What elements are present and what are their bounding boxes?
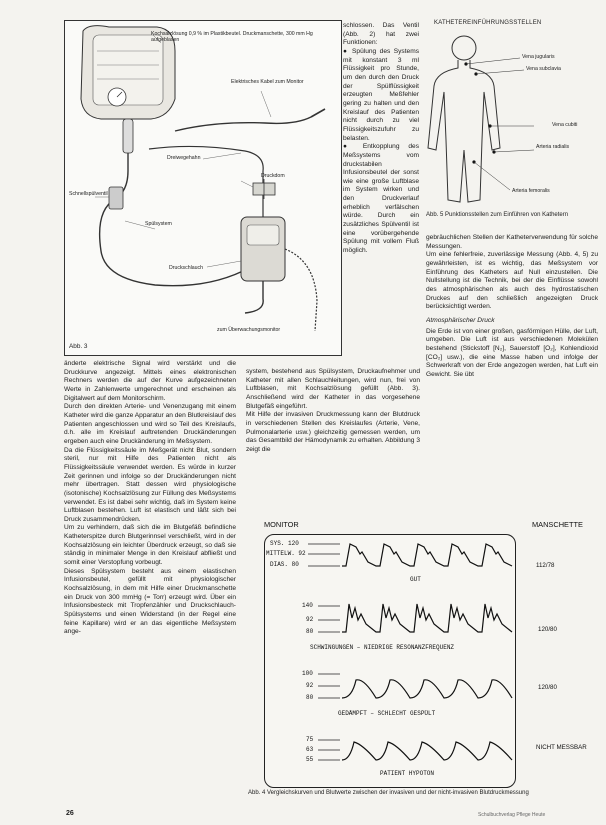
p4-cuff-value: NICHT MESSBAR <box>536 744 587 751</box>
footer-right: Schulbuchverlag Pflege Heute <box>478 812 546 818</box>
p3-tick-high: 100 <box>302 670 313 677</box>
figure-4 <box>246 514 602 806</box>
p4-tick-mid: 63 <box>306 746 314 753</box>
col2b-para-1: system, bestehend aus Spülsystem, Druckaufnehmer und Katheter mit allen Schlauchleitungen, wird nun, frei von Luftblasen, mit Kochsalzlösung gefüllt (Abb. 3). Anschließend wird der Katheter in das vorgesehene Blutgefäß eingeführt. <box>246 368 420 410</box>
label-tubing: Druckschlauch <box>169 265 204 271</box>
figure-5-header: KATHETEREINFÜHRUNGSSTELLEN <box>434 20 542 26</box>
col1-para-3: Da die Flüssigkeitssäule im Meßgerät nicht Blut, sondern steril, nur mit Hilfe des Patienten nicht als Flüssigkeitssäule verwendet werden. Es würde in kurzer Zeit gerinnen und infolge so der Druckänderungen nicht mehr übertragen. Statt dessen wird physiologische (isotonische) Kochsalzlösung zur Füllung des Meßsystems verwendet. Es ist dabei sehr wichtig, daß im System keine Luftblasen bestehen. Luft ist elastisch und läßt sich bei Druck zusammendrücken. <box>64 446 236 523</box>
label-vena-subclavia: Vena subclavia <box>526 66 561 72</box>
p3-name: GEDÄMPFT – SCHLECHT GESPÜLT <box>338 710 436 717</box>
monitor-header: MONITOR <box>264 520 299 529</box>
col1-para-5: Dieses Spülsystem besteht aus einem elastischen Infusionsbeutel, gefüllt mit physiologischer Kochsalzlösung, in dem mit Hilfe einer Druckmanschette ein Druck von 300 mmHg (= Torr) erzeugt wird. Über ein Infusionsbesteck mit Tropfenzähler und Druckschlauch-Spülsystems und einen Widerstand (in der Regel eine feine Kapillare) wird er an das eigentliche Meßsystem ange- <box>64 567 236 636</box>
p2-tick-high: 140 <box>302 602 313 609</box>
figure-5 <box>424 20 600 224</box>
page-number: 26 <box>66 810 74 817</box>
col3-para-3: Die Erde ist von einer großen, gasförmigen Hülle, der Luft, umgeben. Die Luft ist aus verschiedenen Molekülen bestehend (Stickstoff [N₂], Sauerstoff [O₂], Kohlendioxid [CO₂] usw.), die eine Masse haben und infolge der Schwerkraft von der Erde angezogen werden, hat Luft ein Gewicht. Sie übt <box>426 327 598 378</box>
p3-tick-low: 80 <box>306 694 314 701</box>
apparatus-drawing <box>65 21 341 339</box>
label-monitor: zum Überwachungsmonitor <box>217 327 281 333</box>
panel-2-waveform <box>342 604 512 632</box>
label-arteria-radialis: Arteria radialis <box>536 144 570 150</box>
column-1 <box>64 360 236 804</box>
col1-para-4: Um zu verhindern, daß sich die im Blutgefäß befindliche Katheterspitze durch Blutgerinnsel verschließt, wird in der Kochsalzlösung ein leichter Überdruck erzeugt, so daß sie ständig in minimaler Menge in den Kreislauf abfließt und somit einer Verstopfung vorbeugt. <box>64 524 236 567</box>
p2-cuff-value: 120/80 <box>538 626 557 633</box>
p2-tick-mid: 92 <box>306 616 314 623</box>
col3-para-2: Um eine fehlerfreie, zuverlässige Messung (Abb. 4, 5) zu gewährleisten, ist es wichtig, das Meßsystem vor Einführung des Katheters auf Null einzustellen. Die Nullstellung ist die Technik, bei der die Einflüsse sowohl des atmosphärischen als auch des hydrostatischen Druckes auf den schließlich angezeigten Druck berücksichtigt werden. <box>426 251 598 311</box>
col1-para-2: Durch den direkten Arterie- und Venenzugang mit einem Katheter wird die ganze Apparatur an den Blutkreislauf des Patienten angeschlossen und wird so Teil des Kreislaufs, d.h. alle im Kreislauf auftretenden Druckänderungen ergeben auch eine Druckänderung im Meßsystem. <box>64 403 236 445</box>
monitor-waveforms <box>246 514 602 806</box>
label-vena-jugularis: Vena jugularis <box>522 54 555 60</box>
col2-para-3: ● Entkopplung des Meßsystems vom druckstabilen Infusionsbeutel der sonst wie eine große Luftblase im System wirken und den Druckverlauf erheblich verfälschen würde. Durch ein zusätzliches Spülventil ist eine vorübergehende Spülung mit vollem Fluß möglich. <box>343 143 419 255</box>
label-flush: Spülsystem <box>145 221 172 227</box>
label-vena-cubiti: Vena cubiti <box>552 122 578 128</box>
label-dome: Druckdom <box>261 173 285 179</box>
label-clamp: Schnellspülventil <box>69 191 108 197</box>
label-arteria-femoralis: Arteria femoralis <box>512 188 550 194</box>
p3-cuff-value: 120/80 <box>538 684 557 691</box>
col3-para-1: gebräuchlichen Stellen der Katheterverwendung für solche Messungen. <box>426 234 598 250</box>
p1-tick-dias: DIAS. 80 <box>270 561 299 568</box>
figure-5-caption: Abb. 5 Punktionsstellen zum Einführen von Kathetern <box>426 212 569 218</box>
col2-para-1: schlossen. Das Ventil (Abb. 2) hat zwei Funktionen: <box>343 22 419 47</box>
p1-tick-sys: SYS. 120 <box>270 540 299 547</box>
figure-3-caption: Abb. 3 <box>69 343 88 350</box>
p2-tick-low: 80 <box>306 628 314 635</box>
panel-4-waveform <box>342 742 512 760</box>
col1-para-1: änderte elektrische Signal wird verstärkt und die Druckkurve angezeigt. Mittels eines elektronischen Rechners werden die auf der Kurve aufgezeichneten Werte in Zahlenwerte umgerechnet und erscheinen als Digitalwert auf dem Monitorschirm. <box>64 360 236 402</box>
figure-4-caption: Abb. 4 Vergleichskurven und Blutwerte zwischen der invasiven und der nicht-invasiven Blutdruckmessung <box>248 790 529 796</box>
p1-tick-mean: MITTELW. 92 <box>266 550 306 557</box>
label-electric: Elektrisches Kabel zum Monitor <box>231 79 304 85</box>
cuff-header: MANSCHETTE <box>532 520 583 529</box>
label-infusion: Kochsalzlösung 0,9 % im Plastikbeutel. Druckmanschette, 300 mm Hg aufgeblasen <box>151 31 313 43</box>
panel-1-waveform <box>342 544 512 566</box>
col2-para-2: ● Spülung des Systems mit konstant 3 ml Flüssigkeit pro Stunde, um den durch den Druck der Spülflüssigkeit erzeugten Meßfehler gering zu halten und den Kreislauf des Patienten nicht durch zu viel Flüssigkeitszufuhr zu belasten. <box>343 47 419 142</box>
p3-tick-mid: 92 <box>306 682 314 689</box>
column-2-bottom <box>246 368 420 510</box>
figure-3 <box>64 20 342 356</box>
col3-heading: Atmosphärischer Druck <box>426 316 495 324</box>
p4-name: PATIENT HYPOTON <box>380 770 435 777</box>
column-3 <box>426 234 598 510</box>
p1-name: GUT <box>410 576 421 583</box>
panel-3-waveform <box>342 680 512 698</box>
column-2-top <box>343 22 419 366</box>
p4-tick-high: 75 <box>306 736 314 743</box>
p1-cuff-value: 112/78 <box>536 562 555 569</box>
p4-tick-low: 55 <box>306 756 314 763</box>
label-stopcock: Dreiwegehahn <box>167 155 201 161</box>
col2b-para-2: Mit Hilfe der invasiven Druckmessung kann der Blutdruck in verschiedenen Stellen des Kreislaufes (Arterie, Vene, Pulmonalarterie usw.) gleichzeitig gemessen werden, um das Gesamtbild der Hämodynamik zu erhalten. Abbildung 3 zeigt die <box>246 411 420 453</box>
p2-name: SCHWINGUNGEN – NIEDRIGE RESONANZFREQUENZ <box>310 644 455 651</box>
